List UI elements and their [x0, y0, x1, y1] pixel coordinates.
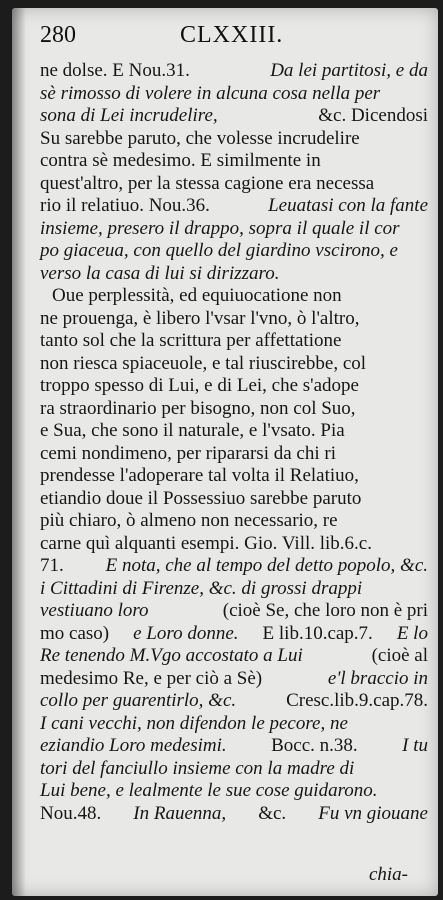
- text-line: [40, 803, 428, 826]
- page-number: 280: [40, 22, 76, 48]
- text-line: [40, 488, 428, 511]
- text-segment: ne prouenga, è libero l'vsar l'vno, ò l'altro,: [40, 307, 360, 329]
- running-head: CLXXIII.: [180, 22, 284, 48]
- text-segment: Oue perplessità, ed equiuocatione non: [52, 285, 342, 306]
- text-segment: mo caso): [40, 622, 114, 644]
- text-segment: Lui bene, e lealmente le sue cose guidarono.: [40, 780, 378, 801]
- text-segment: Cresc.lib.9.cap.78.: [286, 690, 428, 711]
- text-segment: e Loro donne.: [133, 622, 239, 644]
- text-segment: contra sè medesimo. E similmente in: [40, 150, 321, 171]
- text-line: [40, 330, 428, 353]
- text-line: [40, 668, 428, 691]
- text-line: [40, 465, 428, 488]
- text-segment: cemi nondimeno, per ripararsi da chi ri: [40, 442, 336, 464]
- text-segment: (cioè al: [371, 645, 428, 666]
- text-segment: più chiaro, ò almeno non necessario, re: [40, 510, 338, 531]
- text-line: [40, 173, 428, 196]
- catchword: chia-: [368, 864, 408, 885]
- text-segment: collo per guarentirlo, &c.: [40, 690, 241, 711]
- text-segment: E lo: [396, 622, 428, 644]
- text-line: [40, 420, 428, 443]
- text-line: [40, 128, 428, 151]
- text-line: [40, 83, 428, 106]
- text-segment: e Sua, che sono il naturale, e l'vsato. Pia: [40, 420, 345, 441]
- text-segment: e'l braccio in: [327, 667, 428, 689]
- text-segment: In Rauenna,: [133, 802, 231, 824]
- text-line: [40, 713, 428, 736]
- text-segment: (cioè Se, che loro non è pri: [222, 600, 428, 621]
- text-line: [40, 758, 428, 781]
- text-line: [40, 285, 428, 308]
- text-line: [40, 780, 428, 803]
- text-segment: 71.: [40, 555, 69, 576]
- text-segment: sona di Lei incrudelire,: [40, 105, 223, 126]
- text-segment: medesimo Re, e per ciò a Sè): [40, 667, 267, 689]
- text-line: [40, 735, 428, 758]
- text-segment: insieme, presero il drappo, sopra il quale il cor: [40, 217, 400, 239]
- text-segment: tori del fanciullo insieme con la madre di: [40, 757, 355, 779]
- text-segment: ne dolse. E Nou.31.: [40, 60, 195, 81]
- text-line: [40, 308, 428, 331]
- text-segment: vestiuano loro: [40, 600, 154, 621]
- text-line: [40, 690, 428, 713]
- text-segment: I tu: [402, 735, 428, 756]
- text-line: [40, 623, 428, 646]
- text-segment: Da lei partitosi, e da: [270, 60, 428, 81]
- text-segment: I cani vecchi, non difendon le pecore, ne: [40, 712, 348, 734]
- text-line: [40, 375, 428, 398]
- text-segment: i Cittadini di Firenze, &c. di grossi drappi: [40, 577, 363, 599]
- text-segment: ra straordinario per bisogno, non col Suo,: [40, 397, 356, 419]
- text-segment: Su sarebbe paruto, che volesse incrudelire: [40, 127, 360, 149]
- text-line: [40, 578, 428, 601]
- text-segment: sè rimosso di volere in alcuna cosa nella per: [40, 82, 381, 104]
- text-segment: Bocc. n.38.: [271, 735, 363, 756]
- body-text: [40, 60, 428, 825]
- text-segment: troppo spesso di Lui, e di Lei, che s'adope: [40, 375, 359, 396]
- text-line: [40, 105, 428, 128]
- text-line: [40, 533, 428, 556]
- text-line: [40, 645, 428, 668]
- book-page: [12, 8, 438, 896]
- text-segment: Fu vn giouane: [318, 802, 428, 824]
- text-segment: E nota, che al tempo del detto popolo, &c.: [105, 555, 428, 576]
- text-line: [40, 555, 428, 578]
- text-segment: E lib.10.cap.7.: [257, 622, 378, 644]
- text-segment: rio il relatiuo. Nou.36.: [40, 195, 215, 216]
- text-segment: &c.: [258, 802, 291, 824]
- page-gutter-shadow: [12, 8, 26, 896]
- text-segment: Leuatasi con la fante: [268, 195, 428, 216]
- text-segment: etiandio doue il Possessiuo sarebbe paruto: [40, 487, 362, 509]
- text-segment: quest'altro, per la stessa cagione era necessa: [40, 172, 375, 194]
- text-segment: prendesse l'adoperare tal volta il Relatiuo,: [40, 465, 359, 486]
- text-segment: verso la casa di lui si dirizzaro.: [40, 262, 280, 284]
- text-segment: carne quì alquanti esempi. Gio. Vill. lib.6.c.: [40, 532, 372, 554]
- text-line: [40, 150, 428, 173]
- text-segment: &c. Dicendosi: [318, 105, 428, 126]
- page-header: [40, 22, 418, 52]
- text-segment: tanto sol che la scrittura per affettatione: [40, 330, 342, 351]
- text-segment: Re tenendo M.Vgo accostato a Lui: [40, 645, 308, 666]
- text-segment: Nou.48.: [40, 802, 106, 824]
- text-line: [40, 443, 428, 466]
- text-line: [40, 218, 428, 241]
- text-line: [40, 240, 428, 263]
- text-line: [40, 353, 428, 376]
- text-segment: eziandio Loro medesimi.: [40, 735, 232, 756]
- text-line: [40, 600, 428, 623]
- text-segment: non riesca spiaceuole, e tal riuscirebbe, col: [40, 352, 367, 374]
- text-line: [40, 263, 428, 286]
- text-segment: po giaceua, con quello del giardino vscirono, e: [40, 240, 398, 261]
- text-line: [40, 195, 428, 218]
- text-line: [40, 60, 428, 83]
- text-line: [40, 398, 428, 421]
- text-line: [40, 510, 428, 533]
